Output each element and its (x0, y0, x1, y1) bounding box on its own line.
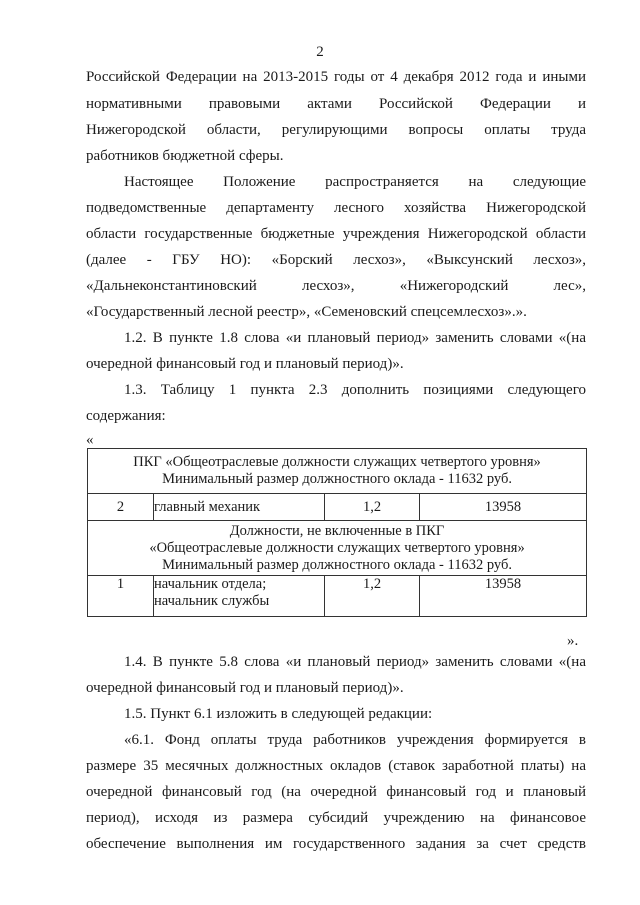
header-non-pkg-title: Должности, не включенные в ПКГ (229, 522, 445, 539)
row-number: 1 (88, 576, 154, 617)
intro-line-1: Российской Федерации на 2013-2015 годы от 4 декабря 2012 года и иными (86, 69, 586, 85)
para-6-1-line-5: обеспечение выполнения им государственного задания за счет средств (86, 836, 586, 852)
table-close-quote: ». (567, 633, 579, 649)
scope-line-2: подведомственные департаменту лесного хозяйства Нижегородской (86, 200, 586, 216)
para-1-2-line-2: очередной финансовый год и плановый период)». (86, 356, 404, 372)
table-row (88, 494, 587, 521)
para-6-1-line-4: период), исходя из размера субсидий учреждению на финансовое (86, 810, 586, 826)
page-number: 2 (316, 44, 324, 60)
header-pkg-title: ПКГ «Общеотраслевые должности служащих четвертого уровня» (133, 454, 541, 470)
para-1-3-line-2: содержания: (86, 408, 166, 424)
scope-line-1: Настоящее Положение распространяется на следующие (124, 174, 586, 190)
row-position: начальник отдела; начальник службы (154, 576, 325, 617)
table-header-pkg (88, 449, 587, 494)
row-coefficient: 1,2 (325, 576, 420, 617)
scope-line-4: (далее - ГБУ НО): «Борский лесхоз», «Выксунский лесхоз», (86, 252, 586, 268)
row-salary: 13958 (420, 576, 587, 617)
para-6-1-line-1: «6.1. Фонд оплаты труда работников учреждения формируется в (124, 732, 586, 748)
scope-line-5: «Дальнеконстантиновский лесхоз», «Нижегородский лес», (86, 278, 586, 294)
scope-line-3: области государственные бюджетные учреждения Нижегородской области (86, 226, 586, 242)
table-header-non-pkg (88, 521, 587, 576)
para-6-1-line-3: очередной финансовый год (на очередной финансовый год и плановый (86, 784, 586, 800)
table-open-quote: « (86, 432, 94, 448)
row-coefficient: 1,2 (325, 494, 420, 521)
para-1-3-line-1: 1.3. Таблицу 1 пункта 2.3 дополнить позициями следующего (124, 382, 586, 398)
intro-line-4: работников бюджетной сферы. (86, 148, 284, 164)
intro-line-3: Нижегородской области, регулирующими вопросы оплаты труда (86, 122, 586, 138)
para-1-2-line-1: 1.2. В пункте 1.8 слова «и плановый период» заменить словами «(на (124, 330, 586, 346)
positions-table (87, 448, 587, 617)
row-number: 2 (88, 494, 154, 521)
row-position: главный механик (154, 494, 325, 521)
para-1-4-line-2: очередной финансовый год и плановый период)». (86, 680, 404, 696)
row-salary: 13958 (420, 494, 587, 521)
para-6-1-line-2: размере 35 месячных должностных окладов (ставок заработной платы) на (86, 758, 586, 774)
para-1-5: 1.5. Пункт 6.1 изложить в следующей редакции: (124, 706, 433, 722)
header-pkg-salary: Минимальный размер должностного оклада - 11632 руб. (162, 471, 512, 487)
scope-line-6: «Государственный лесной реестр», «Семеновский спецсемлесхоз».». (86, 304, 527, 320)
intro-line-2: нормативными правовыми актами Российской Федерации и (86, 96, 586, 112)
para-1-4-line-1: 1.4. В пункте 5.8 слова «и плановый период» заменить словами «(на (124, 654, 586, 670)
header-non-pkg-salary: Минимальный размер должностного оклада - 11632 руб. (162, 556, 512, 573)
table-row (88, 576, 587, 617)
header-non-pkg-group: «Общеотраслевые должности служащих четвертого уровня» (149, 539, 525, 556)
